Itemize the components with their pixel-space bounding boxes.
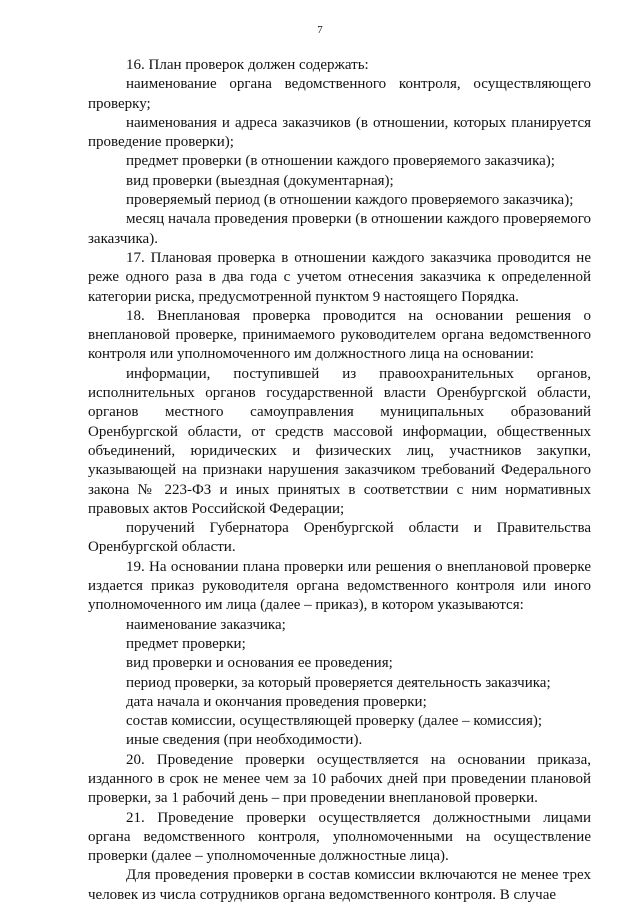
paragraph-item: дата начала и окончания проведения проверки; bbox=[126, 693, 427, 710]
paragraph-item: месяц начала проведения проверки (в отношении каждого проверяемого заказчика). bbox=[88, 211, 591, 247]
paragraph-19: 19. На основании плана проверки или решения о внеплановой проверке издается приказ руководителя органа ведомственного контроля или иного уполномоченного им лица (далее – приказ), в котором указываются: bbox=[88, 558, 591, 614]
paragraph-17: 17. Плановая проверка в отношении каждого заказчика проводится не реже одного раза в два года с учетом отнесения заказчика к определенной категории риска, предусмотренной пунктом 9 настоящего Порядка. bbox=[88, 249, 591, 305]
paragraph-item: вид проверки и основания ее проведения; bbox=[126, 655, 393, 672]
paragraph-item: проверяемый период (в отношении каждого проверяемого заказчика); bbox=[126, 192, 574, 209]
paragraph-item: предмет проверки (в отношении каждого проверяемого заказчика); bbox=[126, 153, 555, 170]
paragraph-item: наименование органа ведомственного контроля, осуществляющего проверку; bbox=[88, 76, 591, 112]
paragraph-item: состав комиссии, осуществляющей проверку (далее – комиссия); bbox=[126, 713, 543, 730]
document-body bbox=[88, 56, 591, 905]
page-number: 7 bbox=[317, 24, 323, 36]
paragraph-item: вид проверки (выездная (документарная); bbox=[126, 172, 394, 189]
paragraph-16-heading: 16. План проверок должен содержать: bbox=[126, 57, 369, 73]
paragraph-item: наименование заказчика; bbox=[126, 616, 286, 633]
paragraph-item: иные сведения (при необходимости). bbox=[126, 732, 363, 749]
paragraph-item: поручений Губернатора Оренбургской области и Правительства Оренбургской области. bbox=[88, 520, 591, 556]
paragraph-21: 21. Проведение проверки осуществляется должностными лицами органа ведомственного контроля, уполномоченными на осуществление проверки (далее – уполномоченные должностные лица). bbox=[88, 809, 591, 865]
paragraph-item: информации, поступившей из правоохранительных органов, исполнительных органов государственной власти Оренбургской области, органов местного самоуправления муниципальных образований Оренбургской области, от средств массовой информации, общественных объединений, юридических и физических лиц, участников закупки, указывающей на признаки нарушения заказчиком требований Федерального закона № 223-ФЗ и иных принятых в соответствии с ним нормативных правовых актов Российской Федерации; bbox=[88, 365, 591, 517]
paragraph-continuation: Для проведения проверки в состав комиссии включаются не менее трех человек из числа сотрудников органа ведомственного контроля. В случае bbox=[88, 867, 591, 903]
paragraph-18: 18. Внеплановая проверка проводится на основании решения о внеплановой проверке, принимаемого руководителем органа ведомственного контроля или уполномоченного им должностного лица на основании: bbox=[88, 307, 591, 363]
paragraph-item: период проверки, за который проверяется деятельность заказчика; bbox=[126, 674, 551, 691]
paragraph-item: наименования и адреса заказчиков (в отношении, которых планируется проведение проверки); bbox=[88, 114, 591, 151]
paragraph-20: 20. Проведение проверки осуществляется на основании приказа, изданного в срок не менее чем за 10 рабочих дней при проведении плановой проверки, за 1 рабочий день – при проведении внеплановой проверки. bbox=[88, 751, 591, 807]
paragraph-item: предмет проверки; bbox=[126, 635, 246, 652]
